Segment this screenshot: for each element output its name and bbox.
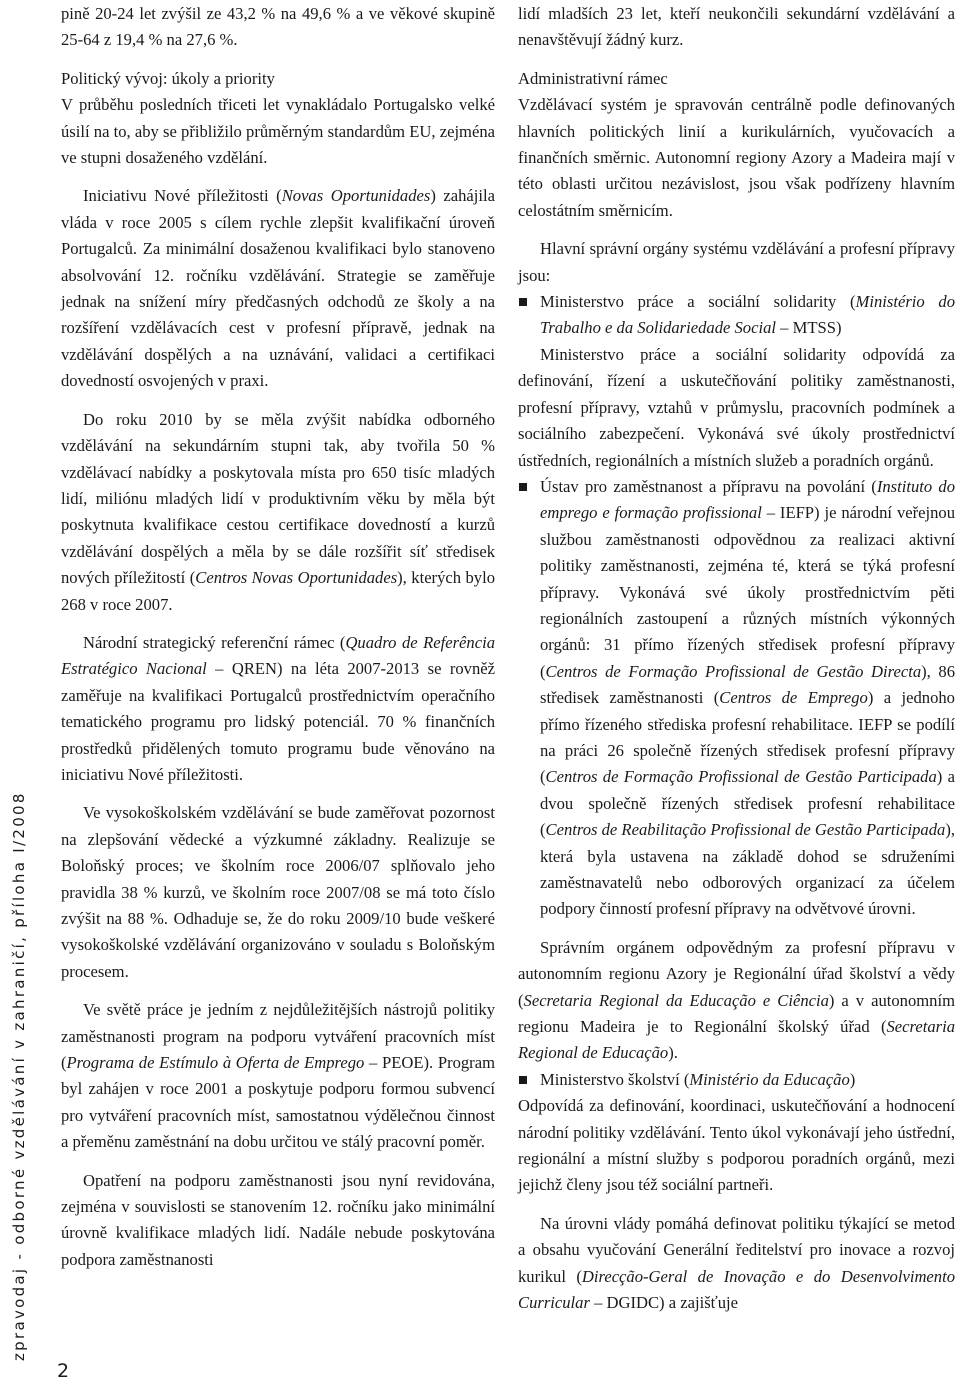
bullet-item: Ústav pro zaměstnanost a přípravu na povolání (Instituto do emprego e formação profissional – IEFP) je národní veřejnou službou zaměstnanosti odpovědnou za realizaci aktivní politiky zaměstnanosti, zejména té, která se týká profesní přípravy. Vykonává své úkoly prostřednictvím pěti regionálních zastoupení a různých místních výkonných orgánů: 31 přímo řízených středisek profesní přípravy (Centros de Formação Profissional de Gestão Directa), 86 středisek zaměstnanosti (Centros de Emprego) a jednoho přímo řízeného střediska profesní rehabilitace. IEFP se podílí na práci 26 společně řízených středisek profesní přípravy (Centros de Formação Profissional de Gestão Participada) a dvou společně řízených středisek profesní rehabilitace (Centros de Reabilitação Profissional de Gestão Participada), která byla ustavena na základě dohod se sdruženími zaměstnavatelů nebo odborových organizací za účelem podpory činností profesní přípravy na odvětvové úrovni. <box>518 474 955 923</box>
paragraph: Odpovídá za definování, koordinaci, uskutečňování a hodnocení národní politiky vzdělávání. Tento úkol vykonávají jeho ústřední, regionální a místní služby s podporou poradních orgánů, mezi jejichž členy jsou též sociální partneři. <box>518 1096 955 1195</box>
paragraph: Ve světě práce je jedním z nejdůležitějších nástrojů politiky zaměstnanosti program na podporu vytváření pracovních míst (Programa de Estímulo à Oferta de Emprego – PEOE). Program byl zahájen v roce 2001 a poskytuje podporu formou subvencí pro vytváření pracovních míst, samostatnou výdělečnou činnost a přeměnu zaměstnání na dobu určitou ve stálý pracovní poměr. <box>61 1000 495 1152</box>
paragraph: Ve vysokoškolském vzdělávání se bude zaměřovat pozornost na zlepšování vědecké a výzkumné základny. Realizuje se Boloňský proces; ve školním roce 2006/07 splňovalo jeho pravidla 38 % kurzů, ve školním roce 2007/08 se má toto číslo zvýšit na 88 %. Odhaduje se, že do roku 2009/10 bude veškeré vysokoškolské vzdělávání organizováno v souladu s Boloňským procesem. <box>61 803 495 981</box>
bullet-item: Ministerstvo školství (Ministério da Educação) <box>518 1067 955 1093</box>
paragraph: lidí mladších 23 let, kteří neukončili sekundární vzdělávání a nenavštěvují žádný kurz. <box>518 4 955 50</box>
running-header: zpravodaj - odborné vzdělávání v zahraničí, příloha I/2008 <box>10 791 28 1361</box>
bullet-list <box>518 474 955 923</box>
bullet-item: Ministerstvo práce a sociální solidarity (Ministério do Trabalho e da Solidariedade Social – MTSS) <box>518 289 955 342</box>
bullet-list <box>518 1067 955 1093</box>
paragraph: Správním orgánem odpovědným za profesní přípravu v autonomním regionu Azory je Regionální úřad školství a vědy (Secretaria Regional da Educação e Ciência) a v autonomním regionu Madeira je to Regionální školský úřad (Secretaria Regional de Educação). <box>518 937 955 1063</box>
page-number: 2 <box>57 1360 70 1382</box>
right-column <box>518 0 955 1317</box>
section-heading: Administrativní rámec <box>518 68 668 88</box>
paragraph: Do roku 2010 by se měla zvýšit nabídka odborného vzdělávání na sekundárním stupni tak, aby tvořila 50 % vzdělávací nabídky a poskytovala místa pro 650 tisíc mladých lidí, miliónu mladých lidí v produktivním věku by měla být poskytnuta kvalifikace cestou certifikace dovedností a kurzů vzdělávání dospělých a měla by se dále rozšířit síť středisek nových příležitostí (Centros Novas Oportunidades), kterých bylo 268 v roce 2007. <box>61 409 495 614</box>
bullet-list <box>518 289 955 342</box>
paragraph: Vzdělávací systém je spravován centrálně podle definovaných hlavních politických linií a kurikulárních, vyučovacích a finančních směrnic. Autonomní regiony Azory a Madeira mají v této oblasti určitou nezávislost, jsou však podřízeny hlavním celostátním směrnicím. <box>518 95 955 220</box>
paragraph: pině 20-24 let zvýšil ze 43,2 % na 49,6 % a ve věkové skupině 25-64 z 19,4 % na 27,6 %. <box>61 4 495 50</box>
paragraph: V průběhu posledních třiceti let vynakládalo Portugalsko velké úsilí na to, aby se přibližilo průměrným standardům EU, zejména ve stupni dosaženého vzdělání. <box>61 95 495 168</box>
paragraph: Ministerstvo práce a sociální solidarity odpovídá za definování, řízení a uskutečňování politiky zaměstnanosti, profesní přípravy, vztahů v průmyslu, pracovních podmínek a sociálního zabezpečení. Vykonává své úkoly prostřednictví ústředních, regionálních a místních služeb a poradních orgánů. <box>518 344 955 470</box>
paragraph: Iniciativu Nové příležitosti (Novas Oportunidades) zahájila vláda v roce 2005 s cílem rychle zlepšit kvalifikační úroveň Portugalců. Za minimální dosaženou kvalifikaci bylo stanoveno absolvování 12. ročníku vzdělávání. Strategie se zaměřuje jednak na snížení míry předčasných odchodů ze školy a na rozšíření vzdělávacích cest v profesní přípravě, jednak na vzdělávání dospělých a na uznávání, validaci a certifikaci dovedností osvojených v praxi. <box>61 186 495 391</box>
paragraph: Národní strategický referenční rámec (Quadro de Referência Estratégico Nacional – QREN) na léta 2007-2013 se rovněž zaměřuje na kvalifikaci Portugalců prostřednictvím operačního tematického programu pro lidský potenciál. 70 % finančních prostředků přidělených tomuto programu bude věnováno na iniciativu Nové příležitosti. <box>61 632 495 784</box>
paragraph: Na úrovni vlády pomáhá definovat politiku týkající se metod a obsahu vyučování Generální ředitelství pro inovace a rozvoj kurikul (Direcção-Geral de Inovação e do Desenvolvimento Curricular – DGIDC) a zajišťuje <box>518 1213 955 1313</box>
section-heading: Politický vývoj: úkoly a priority <box>61 68 275 88</box>
left-column <box>61 0 495 1273</box>
paragraph: Opatření na podporu zaměstnanosti jsou nyní revidována, zejména v souvislosti se stanovením 12. ročníku jako minimální úrovně kvalifikace mladých lidí. Nadále nebude poskytována podpora zaměstnanosti <box>61 1170 495 1269</box>
paragraph: Hlavní správní orgány systému vzdělávání a profesní přípravy jsou: <box>518 239 955 285</box>
